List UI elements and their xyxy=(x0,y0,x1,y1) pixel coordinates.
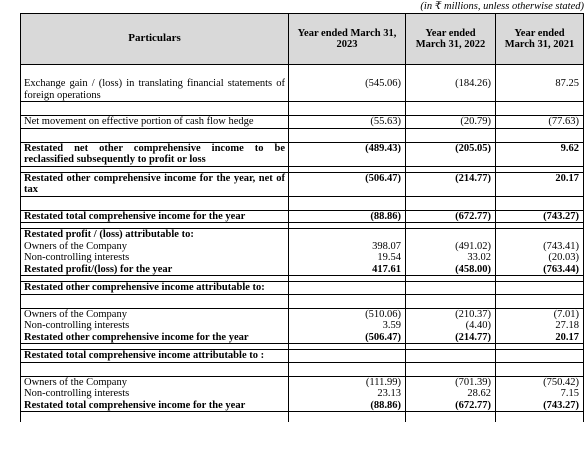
cell-fy2021: (763.44) xyxy=(496,264,584,276)
cell-fy2022: (458.00) xyxy=(406,264,496,276)
cell-fy2023: (88.86) xyxy=(289,400,406,412)
cell-fy2021: 87.25 xyxy=(496,78,584,102)
cell-fy2022: 28.62 xyxy=(406,388,496,400)
row-heading: Restated total comprehensive income attributable to : xyxy=(21,350,289,363)
cell-fy2021: (750.42) xyxy=(496,376,584,388)
row-label: Restated net other comprehensive income to be reclassified subsequently to profit or loss xyxy=(21,142,289,166)
cell-fy2023: 3.59 xyxy=(289,320,406,332)
cell-fy2021: (743.41) xyxy=(496,241,584,253)
unit-note: (in ₹ millions, unless otherwise stated) xyxy=(420,1,584,12)
row-label: Restated other comprehensive income for the year, net of tax xyxy=(21,172,289,196)
row-label: Restated total comprehensive income for the year xyxy=(21,210,289,223)
cell-fy2023: (111.99) xyxy=(289,376,406,388)
cell-fy2022: (20.79) xyxy=(406,116,496,129)
cell-fy2022: (205.05) xyxy=(406,142,496,166)
cell-fy2022: (701.39) xyxy=(406,376,496,388)
table-row xyxy=(21,400,584,412)
cell-fy2021: (743.27) xyxy=(496,400,584,412)
table-row xyxy=(21,241,584,253)
row-label: Non-controlling interests xyxy=(21,252,289,264)
header-fy2022: Year ended March 31, 2022 xyxy=(406,14,496,65)
cell-fy2023: (506.47) xyxy=(289,172,406,196)
cell-fy2021: 7.15 xyxy=(496,388,584,400)
row-label: Restated profit/(loss) for the year xyxy=(21,264,289,276)
row-label: Owners of the Company xyxy=(21,376,289,388)
row-label: Owners of the Company xyxy=(21,308,289,320)
cell-fy2022: 33.02 xyxy=(406,252,496,264)
cell-fy2021: 20.17 xyxy=(496,172,584,196)
row-heading: Restated profit / (loss) attributable to: xyxy=(21,229,289,241)
cell-fy2023: 23.13 xyxy=(289,388,406,400)
row-label: Restated total comprehensive income for the year xyxy=(21,400,289,412)
comprehensive-income-table xyxy=(20,13,584,422)
cell-fy2022: (214.77) xyxy=(406,172,496,196)
cell-fy2023: (506.47) xyxy=(289,332,406,344)
cell-fy2023: (55.63) xyxy=(289,116,406,129)
row-label: Exchange gain / (loss) in translating financial statements of foreign operations xyxy=(21,78,289,102)
cell-fy2021: (77.63) xyxy=(496,116,584,129)
cell-fy2022: (672.77) xyxy=(406,400,496,412)
row-heading: Restated other comprehensive income attributable to: xyxy=(21,282,289,295)
table-row xyxy=(21,172,584,196)
cell-fy2023: (510.06) xyxy=(289,308,406,320)
table-row xyxy=(21,264,584,276)
table-row xyxy=(21,350,584,363)
table-row xyxy=(21,210,584,223)
cell-fy2022: (210.37) xyxy=(406,308,496,320)
cell-fy2021: 9.62 xyxy=(496,142,584,166)
row-label: Non-controlling interests xyxy=(21,320,289,332)
header-particulars: Particulars xyxy=(21,14,289,65)
table-row xyxy=(21,332,584,344)
row-label: Net movement on effective portion of cash flow hedge xyxy=(21,116,289,129)
row-label: Owners of the Company xyxy=(21,241,289,253)
table-row xyxy=(21,282,584,295)
cell-fy2023: (545.06) xyxy=(289,78,406,102)
cell-fy2023: (88.86) xyxy=(289,210,406,223)
table-row xyxy=(21,252,584,264)
header-fy2023: Year ended March 31, 2023 xyxy=(289,14,406,65)
header-fy2021: Year ended March 31, 2021 xyxy=(496,14,584,65)
cell-fy2021: (7.01) xyxy=(496,308,584,320)
table-row xyxy=(21,116,584,129)
cell-fy2022: (184.26) xyxy=(406,78,496,102)
table-row xyxy=(21,376,584,388)
table-row xyxy=(21,388,584,400)
row-label: Non-controlling interests xyxy=(21,388,289,400)
table-row xyxy=(21,308,584,320)
cell-fy2023: (489.43) xyxy=(289,142,406,166)
table-header-row xyxy=(21,14,584,65)
cell-fy2022: (491.02) xyxy=(406,241,496,253)
table-row-cutoff xyxy=(21,412,584,423)
row-label: Restated other comprehensive income for the year xyxy=(21,332,289,344)
table-row xyxy=(21,229,584,241)
table-row xyxy=(21,320,584,332)
cell-fy2022: (214.77) xyxy=(406,332,496,344)
cell-fy2023: 417.61 xyxy=(289,264,406,276)
cell-fy2023: 398.07 xyxy=(289,241,406,253)
cell-fy2021: 27.18 xyxy=(496,320,584,332)
cell-fy2023: 19.54 xyxy=(289,252,406,264)
cell-fy2022: (4.40) xyxy=(406,320,496,332)
cell-fy2021: (20.03) xyxy=(496,252,584,264)
cell-fy2021: (743.27) xyxy=(496,210,584,223)
table-row xyxy=(21,142,584,166)
cell-fy2022: (672.77) xyxy=(406,210,496,223)
cell-fy2021: 20.17 xyxy=(496,332,584,344)
table-row xyxy=(21,78,584,102)
